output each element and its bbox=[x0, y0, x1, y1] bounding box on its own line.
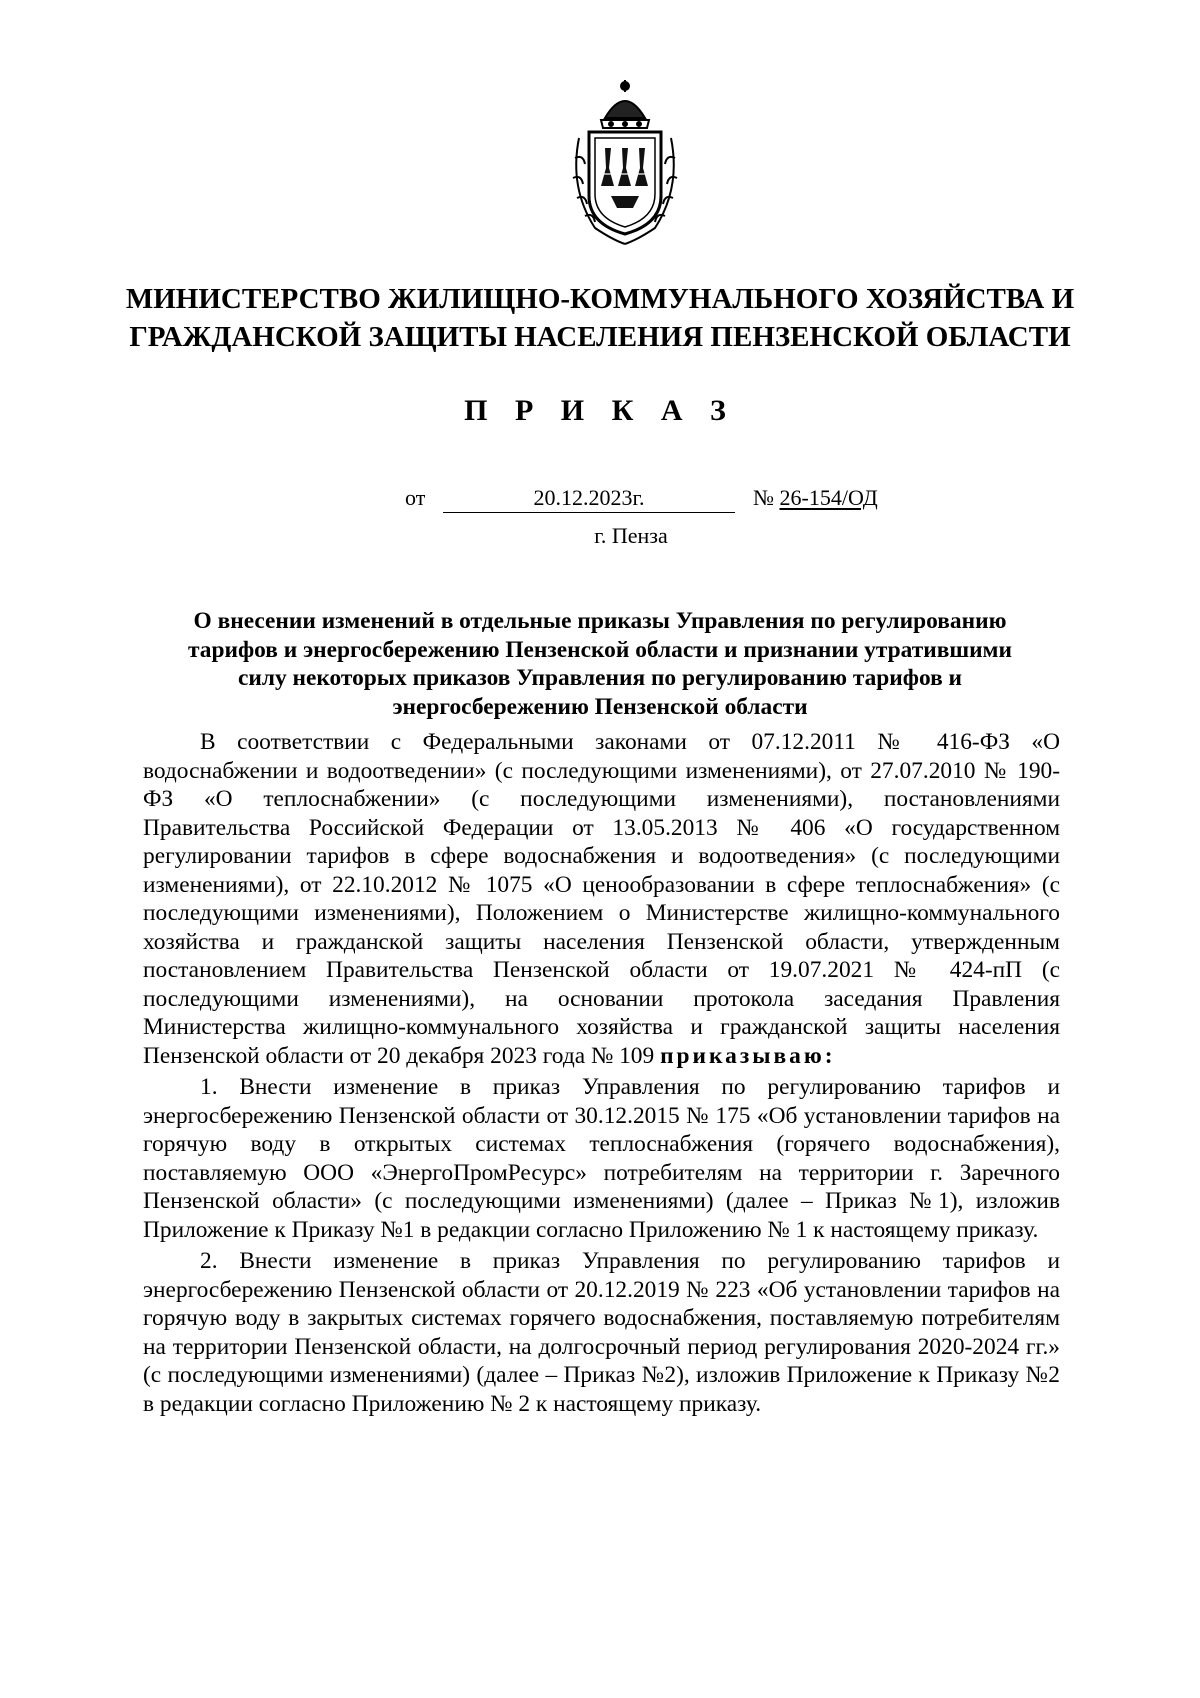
subject-line-2: тарифов и энергосбережению Пензенской области и признании утратившими bbox=[188, 636, 1012, 663]
date-number-line bbox=[405, 484, 945, 514]
order-subject bbox=[140, 607, 1060, 721]
city: г. Пенза bbox=[594, 523, 668, 548]
order-word: приказываю bbox=[660, 1042, 825, 1069]
order-number: 26-154/ОД bbox=[779, 485, 878, 510]
order-date: 20.12.2023г. bbox=[443, 484, 735, 513]
subject-line-3: силу некоторых приказов Управления по регулированию тарифов и bbox=[237, 665, 963, 691]
order-colon: : bbox=[824, 1042, 833, 1069]
subject-line-1: О внесении изменений в отдельные приказы Управления по регулированию bbox=[193, 608, 1007, 634]
number-prefix: № bbox=[753, 485, 774, 510]
order-number-block bbox=[753, 484, 878, 512]
preamble-text: В соответствии с Федеральными законами от 07.12.2011 № 416-ФЗ «О водоснабжении и водоотведении» (с последующими изменениями), от 27.07.2010 № 190-ФЗ «О теплоснабжении» (с последующими изменениями), постановлениями Правительства Российской Федерации от 13.05.2013 № 406 «О государственном регулировании тарифов в сфере водоснабжения и водоотведения» (с последующими изменениями), от 22.10.2012 № 1075 «О ценообразовании в сфере теплоснабжения» (с последующими изменениями), Положением о Министерстве жилищно-коммунального хозяйства и гражданской защиты населения Пензенской области, утвержденным постановлением Правительства Пензенской области от 19.07.2021 № 424-пП (с последующими изменениями), на основании протокола заседания Правления Министерства жилищно-коммунального хозяйства и гражданской защиты населения Пензенской области от 20 декабря 2023 года № 109 bbox=[143, 729, 1060, 1069]
ministry-name-line-2: ГРАЖДАНСКОЙ ЗАЩИТЫ НАСЕЛЕНИЯ ПЕНЗЕНСКОЙ ОБЛАСТИ bbox=[129, 321, 1071, 353]
item-1-paragraph: 1. Внести изменение в приказ Управления по регулированию тарифов и энергосбережению Пензенской области от 30.12.2015 № 175 «Об установлении тарифов на горячую воду в открытых системах теплоснабжения (горячего водоснабжения), поставляемую ООО «ЭнергоПромРесурс» потребителям на территории г. Заречного Пензенской области» (с последующими изменениями) (далее – Приказ №1), изложив Приложение к Приказу №1 в редакции согласно Приложению № 1 к настоящему приказу. bbox=[143, 1074, 1060, 1243]
item-2-paragraph: 2. Внести изменение в приказ Управления по регулированию тарифов и энергосбережению Пензенской области от 20.12.2019 № 223 «Об установлении тарифов на горячую воду в закрытых системах горячего водоснабжения, поставляемую потребителям на территории Пензенской области, на долгосрочный период регулирования 2020-2024 гг.» (с последующими изменениями) (далее – Приказ №2), изложив Приложение к Приказу №2 в редакции согласно Приложению № 2 к настоящему приказу. bbox=[143, 1248, 1060, 1417]
coat-of-arms-icon bbox=[565, 78, 685, 248]
date-prefix: от bbox=[405, 485, 426, 510]
document-type-title: П Р И К А З bbox=[464, 394, 736, 427]
ministry-name-line-1: МИНИСТЕРСТВО ЖИЛИЩНО-КОММУНАЛЬНОГО ХОЗЯЙСТВА И bbox=[125, 283, 1075, 315]
subject-line-4: энергосбережению Пензенской области bbox=[392, 693, 808, 720]
ministry-name bbox=[100, 280, 1100, 356]
preamble-paragraph bbox=[143, 728, 1060, 1070]
order-body bbox=[143, 728, 1060, 1421]
